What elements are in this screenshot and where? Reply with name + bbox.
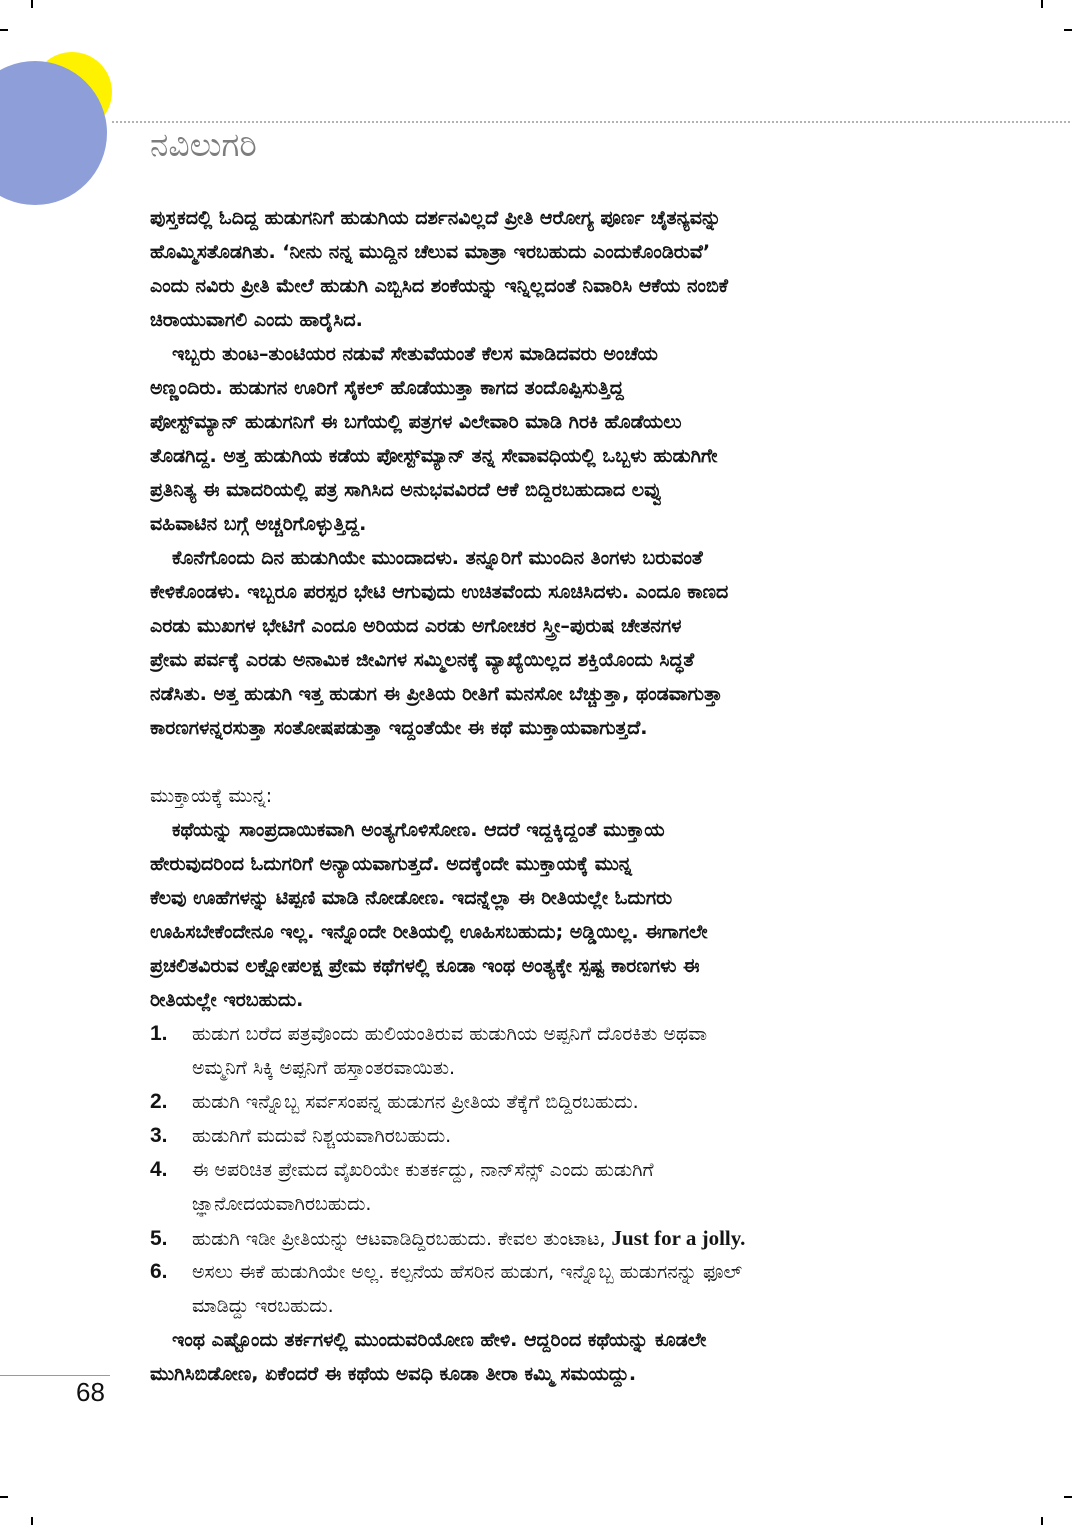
crop-mark-bottom-right (1041, 1517, 1043, 1525)
list-item (150, 1119, 950, 1153)
list-item (150, 1017, 950, 1051)
page-number-rule (0, 1375, 110, 1376)
crop-mark-left-bottom (0, 1496, 8, 1498)
list-item (150, 1085, 950, 1119)
paragraph-line: ಎಂದು ನವಿರು ಪ್ರೀತಿ ಮೇಲೆ ಹುಡುಗಿ ಎಬ್ಬಿಸಿದ ಶಂಕೆಯನ್ನು ಇನ್ನಿಲ್ಲದಂತೆ ನಿವಾರಿಸಿ ಆಕೆಯ ನಂಬಿಕೆ (150, 275, 729, 297)
paragraph-line: ಕೇಳಿಕೊಂಡಳು. ಇಬ್ಬರೂ ಪರಸ್ಪರ ಭೇಟಿ ಆಗುವುದು ಉಚಿತವೆಂದು ಸೂಚಿಸಿದಳು. ಎಂದೂ ಕಾಣದ (150, 581, 729, 603)
paragraph-line: ಪುಸ್ತಕದಲ್ಲಿ ಓದಿದ್ದ ಹುಡುಗನಿಗೆ ಹುಡುಗಿಯ ದರ್ಶನವಿಲ್ಲದೆ ಪ್ರೀತಿ ಆರೋಗ್ಯ ಪೂರ್ಣ ಚೈತನ್ಯವನ್ನು (150, 207, 722, 229)
list-item-text: ಹುಡುಗ ಬರೆದ ಪತ್ರವೊಂದು ಹುಲಿಯಂತಿರುವ ಹುಡುಗಿಯ ಅಪ್ಪನಿಗೆ ದೊರಕಿತು ಅಥವಾ (192, 1023, 708, 1045)
list-number: 6. (150, 1260, 168, 1283)
paragraph-line: ಕಥೆಯನ್ನು ಸಾಂಪ್ರದಾಯಿಕವಾಗಿ ಅಂತ್ಯಗೊಳಿಸೋಣ. ಆದರೆ ಇದ್ದಕ್ಕಿದ್ದಂತೆ ಮುಕ್ತಾಯ (172, 819, 665, 841)
section-heading: ಮುಕ್ತಾಯಕ್ಕೆ ಮುನ್ನ: (150, 785, 273, 807)
list-item-continuation (150, 1289, 950, 1323)
blank-line (150, 745, 950, 779)
list-number: 3. (150, 1124, 168, 1147)
crop-mark-left-top (0, 29, 8, 31)
list-number: 5. (150, 1227, 168, 1250)
list-number: 1. (150, 1022, 168, 1045)
page-number: 68 (76, 1377, 105, 1407)
paragraph-line: ನಡೆಸಿತು. ಅತ್ತ ಹುಡುಗಿ ಇತ್ತ ಹುಡುಗ ಈ ಪ್ರೀತಿಯ ರೀತಿಗೆ ಮನಸೋ ಬೆಚ್ಚುತ್ತಾ, ಥಂಡವಾಗುತ್ತಾ (150, 683, 723, 705)
paragraph-line: ಹೇರುವುದರಿಂದ ಓದುಗರಿಗೆ ಅನ್ಯಾಯವಾಗುತ್ತದೆ. ಅದಕ್ಕೆಂದೇ ಮುಕ್ತಾಯಕ್ಕೆ ಮುನ್ನ (150, 853, 632, 875)
crop-mark-top-left (31, 0, 33, 8)
page-title: ನವಿಲುಗರಿ (150, 125, 257, 164)
paragraph-line: ವಹಿವಾಟಿನ ಬಗ್ಗೆ ಅಚ್ಚರಿಗೊಳ್ಳುತ್ತಿದ್ದ. (150, 513, 367, 535)
list-item-text: ಅಮ್ಮನಿಗೆ ಸಿಕ್ಕಿ ಅಪ್ಪನಿಗೆ ಹಸ್ತಾಂತರವಾಯಿತು. (192, 1057, 456, 1079)
list-item-text: ಹುಡುಗಿಗೆ ಮದುವೆ ನಿಶ್ಚಯವಾಗಿರಬಹುದು. (192, 1125, 452, 1147)
list-number: 4. (150, 1158, 168, 1181)
paragraph-line: ಊಹಿಸಬೇಕೆಂದೇನೂ ಇಲ್ಲ. ಇನ್ನೊಂದೇ ರೀತಿಯಲ್ಲಿ ಊಹಿಸಬಹುದು; ಅಡ್ಡಿಯಿಲ್ಲ. ಈಗಾಗಲೇ (150, 921, 708, 943)
paragraph-line: ರೀತಿಯಲ್ಲೇ ಇರಬಹುದು. (150, 989, 304, 1011)
list-item-text: ಹುಡುಗಿ ಇನ್ನೊಬ್ಬ ಸರ್ವಸಂಪನ್ನ ಹುಡುಗನ ಪ್ರೀತಿಯ ತೆಕ್ಕೆಗೆ ಬಿದ್ದಿರಬಹುದು. (192, 1091, 639, 1113)
paragraph-line: ಹೊಮ್ಮಿಸತೊಡಗಿತು. ‘ನೀನು ನನ್ನ ಮುದ್ದಿನ ಚೆಲುವ ಮಾತ್ರಾ ಇರಬಹುದು ಎಂದುಕೊಂಡಿರುವೆ’ (150, 241, 711, 263)
paragraph-line: ಇಬ್ಬರು ತುಂಟ–ತುಂಟಿಯರ ನಡುವೆ ಸೇತುವೆಯಂತೆ ಕೆಲಸ ಮಾಡಿದವರು ಅಂಚೆಯ (172, 343, 658, 365)
paragraph-line: ತೊಡಗಿದ್ದ. ಅತ್ತ ಹುಡುಗಿಯ ಕಡೆಯ ಪೋಸ್ಟ್‌ಮ್ಯಾನ್ ತನ್ನ ಸೇವಾವಧಿಯಲ್ಲಿ ಒಬ್ಬಳು ಹುಡುಗಿಗೇ (150, 445, 718, 467)
list-item-text: ಅಸಲು ಈಕೆ ಹುಡುಗಿಯೇ ಅಲ್ಲ. ಕಲ್ಪನೆಯ ಹೆಸರಿನ ಹುಡುಗ, ಇನ್ನೊಬ್ಬ ಹುಡುಗನನ್ನು ಫೂಲ್ (192, 1261, 742, 1283)
paragraph-line: ಎರಡು ಮುಖಗಳ ಭೇಟಿಗೆ ಎಂದೂ ಅರಿಯದ ಎರಡು ಅಗೋಚರ ಸ್ತ್ರೀ–ಪುರುಷ ಚೇತನಗಳ (150, 615, 682, 637)
paragraph-line: ಪ್ರತಿನಿತ್ಯ ಈ ಮಾದರಿಯಲ್ಲಿ ಪತ್ರ ಸಾಗಿಸಿದ ಅನುಭವವಿರದೆ ಆಕೆ ಬಿದ್ದಿರಬಹುದಾದ ಲವ್ವು (150, 479, 663, 501)
paragraph-line: ಪೋಸ್ಟ್‌ಮ್ಯಾನ್ ಹುಡುಗನಿಗೆ ಈ ಬಗೆಯಲ್ಲಿ ಪತ್ರಗಳ ವಿಲೇವಾರಿ ಮಾಡಿ ಗಿರಕಿ ಹೊಡೆಯಲು (150, 411, 682, 433)
paragraph-line: ಅಣ್ಣಂದಿರು. ಹುಡುಗನ ಊರಿಗೆ ಸೈಕಲ್ ಹೊಡೆಯುತ್ತಾ ಕಾಗದ ತಂದೊಪ್ಪಿಸುತ್ತಿದ್ದ (150, 377, 624, 399)
list-item-text: ಜ್ಞಾನೋದಯವಾಗಿರಬಹುದು. (192, 1193, 372, 1215)
paragraph-line: ಚಿರಾಯುವಾಗಲಿ ಎಂದು ಹಾರೈಸಿದ. (150, 309, 363, 331)
crop-mark-top-right (1041, 0, 1043, 8)
paragraph-line: ಪ್ರೇಮ ಪರ್ವಕ್ಕೆ ಎರಡು ಅನಾಮಿಕ ಜೀವಿಗಳ ಸಮ್ಮಿಲನಕ್ಕೆ ವ್ಯಾಖ್ಯೆಯಿಲ್ಲದ ಶಕ್ತಿಯೊಂದು ಸಿದ್ಧತೆ (150, 649, 695, 671)
english-phrase: Just for a jolly. (611, 1226, 746, 1250)
paragraph-line: ಇಂಥ ಎಷ್ಟೊಂದು ತರ್ಕಗಳಲ್ಲಿ ಮುಂದುವರಿಯೋಣ ಹೇಳಿ. ಆದ್ದರಿಂದ ಕಥೆಯನ್ನು ಕೂಡಲೇ (172, 1329, 707, 1351)
list-item-text: ಹುಡುಗಿ ಇಡೀ ಪ್ರೀತಿಯನ್ನು ಆಟವಾಡಿದ್ದಿರಬಹುದು. ಕೇವಲ ತುಂಟಾಟ, (192, 1228, 606, 1250)
paragraph-line: ಮುಗಿಸಿಬಿಡೋಣ, ಏಕೆಂದರೆ ಈ ಕಥೆಯ ಅವಧಿ ಕೂಡಾ ತೀರಾ ಕಮ್ಮಿ ಸಮಯದ್ದು. (150, 1363, 637, 1385)
list-item (150, 1221, 950, 1255)
story-body (150, 201, 950, 1391)
list-item-continuation (150, 1051, 950, 1085)
list-item (150, 1153, 950, 1187)
list-item-text: ಮಾಡಿದ್ದು ಇರಬಹುದು. (192, 1295, 334, 1317)
paragraph-line: ಕೆಲವು ಊಹೆಗಳನ್ನು ಟಿಪ್ಪಣಿ ಮಾಡಿ ನೋಡೋಣ. ಇದನ್ನೆಲ್ಲಾ ಈ ರೀತಿಯಲ್ಲೇ ಓದುಗರು (150, 887, 673, 909)
paragraph-line: ಪ್ರಚಲಿತವಿರುವ ಲಕ್ಷೋಪಲಕ್ಷ ಪ್ರೇಮ ಕಥೆಗಳಲ್ಲಿ ಕೂಡಾ ಇಂಥ ಅಂತ್ಯಕ್ಕೇ ಸ್ಪಷ್ಟ ಕಾರಣಗಳು ಈ (150, 955, 700, 977)
list-item (150, 1255, 950, 1289)
paragraph-line: ಕೊನೆಗೊಂದು ದಿನ ಹುಡುಗಿಯೇ ಮುಂದಾದಳು. ತನ್ನೂರಿಗೆ ಮುಂದಿನ ತಿಂಗಳು ಬರುವಂತೆ (172, 547, 703, 569)
crop-mark-bottom-left (31, 1517, 33, 1525)
list-item-text: ಈ ಅಪರಿಚಿತ ಪ್ರೇಮದ ವೈಖರಿಯೇ ಕುತರ್ಕದ್ದು, ನಾನ್‌ಸೆನ್ಸ್ ಎಂದು ಹುಡುಗಿಗೆ (192, 1159, 654, 1181)
list-number: 2. (150, 1090, 168, 1113)
crop-mark-right-top (1064, 29, 1072, 31)
paragraph-line: ಕಾರಣಗಳನ್ನರಸುತ್ತಾ ಸಂತೋಷಪಡುತ್ತಾ ಇದ್ದಂತೆಯೇ ಈ ಕಥೆ ಮುಕ್ತಾಯವಾಗುತ್ತದೆ. (150, 717, 648, 739)
list-item-continuation (150, 1187, 950, 1221)
crop-mark-right-bottom (1064, 1496, 1072, 1498)
